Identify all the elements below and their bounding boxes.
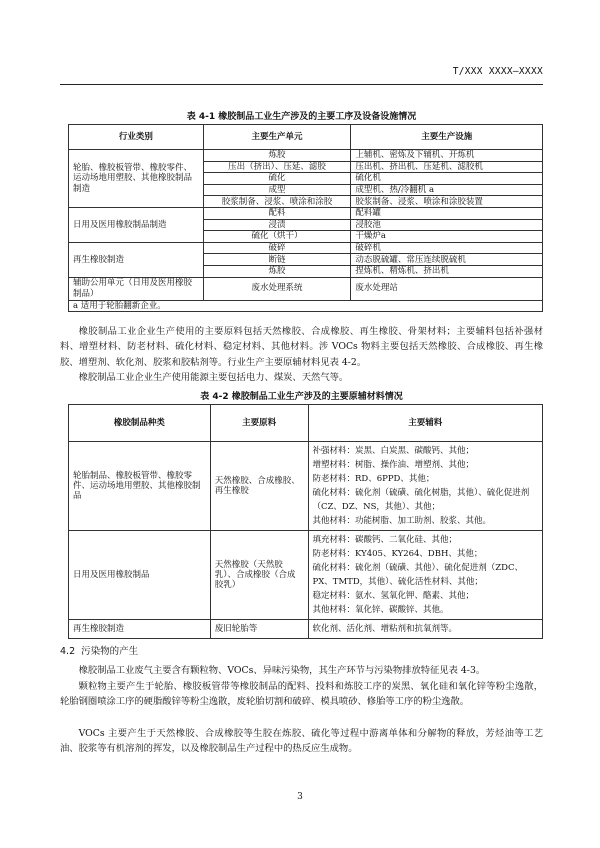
- table1-caption: 表 4-1 橡胶制品工业生产涉及的主要工序及设备设施情况: [186, 112, 417, 122]
- header-rule: [60, 84, 543, 85]
- aux-item: 硫化材料：硫化剂（硫磺、硫化树脂，其他）、硫化促进剂（CZ、DZ、NS，其他）、其他；: [312, 488, 530, 513]
- table1-unit-cell: 炼胶: [203, 150, 351, 162]
- aux-item: 补强材料：炭黑、白炭黑、碳酸钙、其他；: [312, 446, 475, 456]
- table1-header-row: [69, 125, 543, 150]
- table1-facility-cell: 压出机、挤出机、压延机、滤胶机: [351, 161, 543, 173]
- table2-aux-cell: [308, 531, 543, 620]
- document-id: T/XXX XXXX—XXXX: [452, 66, 543, 77]
- table2-aux-cell: [308, 442, 543, 531]
- table1-unit-cell: 破碎: [203, 242, 351, 254]
- table1-category-cell: 再生橡胶制造: [69, 242, 204, 277]
- table1-unit-cell: 炼胶: [203, 265, 351, 277]
- paragraph-materials: 橡胶制品工业企业生产使用的主要原料包括天然橡胶、合成橡胶、再生橡胶、骨架材料；主要辅料包括补强材料、增塑材料、防老材料、硫化材料、稳定材料、其他材料。涉 VOCs 物料主要包括天然橡胶、合成橡胶、再生橡胶、增塑剂、软化剂、胶浆和胶粘剂等。行业生产主要原辅材料见表 4-2。: [60, 326, 543, 368]
- aux-item: 填充材料：碳酸钙、二氧化硅、其他；: [312, 535, 458, 546]
- table2-kind-cell: 日用及医用橡胶制品: [69, 531, 211, 620]
- section-heading: [60, 643, 138, 657]
- table1-col-category: 行业类别: [69, 125, 204, 150]
- table1-category-cell: 轮胎、橡胶板管带、橡胶零件、运动场地用塑胶、其他橡胶制品制造: [69, 150, 204, 208]
- table1-facility-cell: 废水处理站: [351, 277, 543, 300]
- table-row: [69, 442, 543, 531]
- table1-col-facility: 主要生产设施: [351, 125, 543, 150]
- table1-facility-cell: 干燥炉a: [351, 231, 543, 243]
- table-row: [69, 242, 543, 254]
- table1-footnote: a 适用于轮胎翻新企业。: [69, 300, 543, 312]
- table2-header-row: [69, 405, 543, 442]
- table2-raw-cell: 天然橡胶（天然胶乳）、合成橡胶（合成胶乳）: [210, 531, 308, 620]
- table-row: [69, 531, 543, 620]
- table1-unit-cell: 硫化（烘干）: [203, 231, 351, 243]
- table1-unit-cell: 压出（挤出）、压延、滤胶: [203, 161, 351, 173]
- table2-col-aux: 主要辅料: [308, 405, 543, 442]
- table1-unit-cell: 废水处理系统: [203, 277, 351, 300]
- table2-col-raw: 主要原料: [210, 405, 308, 442]
- table2: [68, 404, 543, 639]
- table1-category-cell: 日用及医用橡胶制品制造: [69, 207, 204, 242]
- table1-facility-cell: 配料罐: [351, 207, 543, 219]
- table2-col-kind: 橡胶制品种类: [69, 405, 211, 442]
- table1-note-row: [69, 300, 543, 312]
- table1-unit-cell: 断链: [203, 254, 351, 266]
- aux-item: 硫化材料：硫化剂（硫磺、其他）、硫化促进剂（ZDC、PX、TMTD，其他）、硫化活性材料、其他；: [312, 563, 523, 588]
- table1-facility-cell: 成型机、热/冷翻机 a: [351, 184, 543, 196]
- page-number: 3: [297, 792, 303, 802]
- aux-item: 稳定材料：氨水、氢氧化钾、酪素、其他；: [312, 591, 475, 602]
- table2-aux-cell: [308, 620, 543, 639]
- paragraph-vocs: VOCs 主要产生于天然橡胶、合成橡胶等生胶在炼胶、硫化等过程中游离单体和分解物的释放，芳烃油等工艺油、胶浆等有机溶剂的挥发，以及橡胶制品生产过程中的热反应生成物。: [60, 728, 543, 755]
- table1-facility-cell: 上辅机、密炼及下辅机、开炼机: [351, 150, 543, 162]
- table-row: [69, 620, 543, 639]
- table2-raw-cell: 废旧轮胎等: [210, 620, 308, 639]
- aux-item: 防老材料：KY405、KY264、DBH、其他；: [312, 549, 483, 560]
- aux-item: 防老材料：RD、6PPD、其他；: [312, 474, 435, 485]
- table-row: [69, 277, 543, 300]
- table1-unit-cell: 硫化: [203, 173, 351, 185]
- table-row: [69, 150, 543, 162]
- table-row: [69, 207, 543, 219]
- section-title: 污染物的产生: [81, 646, 139, 657]
- table1-facility-cell: 动态脱硫罐、常压连续脱硫机: [351, 254, 543, 266]
- table1-facility-cell: 捏炼机、精炼机、挤出机: [351, 265, 543, 277]
- table2-caption: 表 4-2 橡胶制品工业生产涉及的主要原辅材料情况: [200, 392, 403, 402]
- table1-facility-cell: 浸胶池: [351, 219, 543, 231]
- table1-unit-cell: 配料: [203, 207, 351, 219]
- table1-unit-cell: 浸渍: [203, 219, 351, 231]
- table1-facility-cell: 破碎机: [351, 242, 543, 254]
- table1-facility-cell: 胶浆制备、浸浆、喷涂和涂胶装置: [351, 196, 543, 208]
- table1-col-unit: 主要生产单元: [203, 125, 351, 150]
- paragraph-energy: 橡胶制品工业企业生产使用能源主要包括电力、煤炭、天然气等。: [78, 372, 349, 383]
- table1-unit-cell: 胶浆制备、浸浆、喷涂和涂胶: [203, 196, 351, 208]
- table1: [68, 124, 543, 312]
- table1-unit-cell: 成型: [203, 184, 351, 196]
- table2-kind-cell: 轮胎制品、橡胶板管带、橡胶零件、运动场地用塑胶、其他橡胶制品: [69, 442, 211, 531]
- aux-item: 其他材料：氧化锌、碳酸锌、其他。: [312, 605, 449, 616]
- aux-item: 软化剂、活化剂、增粘剂和抗氧剂等。: [312, 624, 458, 635]
- aux-item: 其他材料：功能树脂、加工助剂、胶浆、其他。: [312, 516, 492, 527]
- table1-category-cell: 辅助公用单元（日用及医用橡胶制品）: [69, 277, 204, 300]
- paragraph-emissions: 橡胶制品工业废气主要含有颗粒物、VOCs、异味污染物，其生产环节与污染物排放特征见表 4-3。: [78, 665, 486, 676]
- section-number: 4.2: [60, 646, 76, 657]
- paragraph-particulates: 颗粒物主要产生于轮胎、橡胶板管带等橡胶制品的配料、投料和炼胶工序的炭黑、氧化硅和氧化锌等粉尘逸散，轮胎钢圈喷涂工序的硬脂酸锌等粉尘逸散，废轮胎切割和破碎、模具喷砂、修胎等工序的粉尘逸散。: [60, 681, 543, 708]
- table2-kind-cell: 再生橡胶制造: [69, 620, 211, 639]
- aux-item: 增塑材料：树脂、操作油、增塑剂、其他；: [312, 460, 475, 471]
- table2-raw-cell: 天然橡胶、合成橡胶、再生橡胶: [210, 442, 308, 531]
- table1-facility-cell: 硫化机: [351, 173, 543, 185]
